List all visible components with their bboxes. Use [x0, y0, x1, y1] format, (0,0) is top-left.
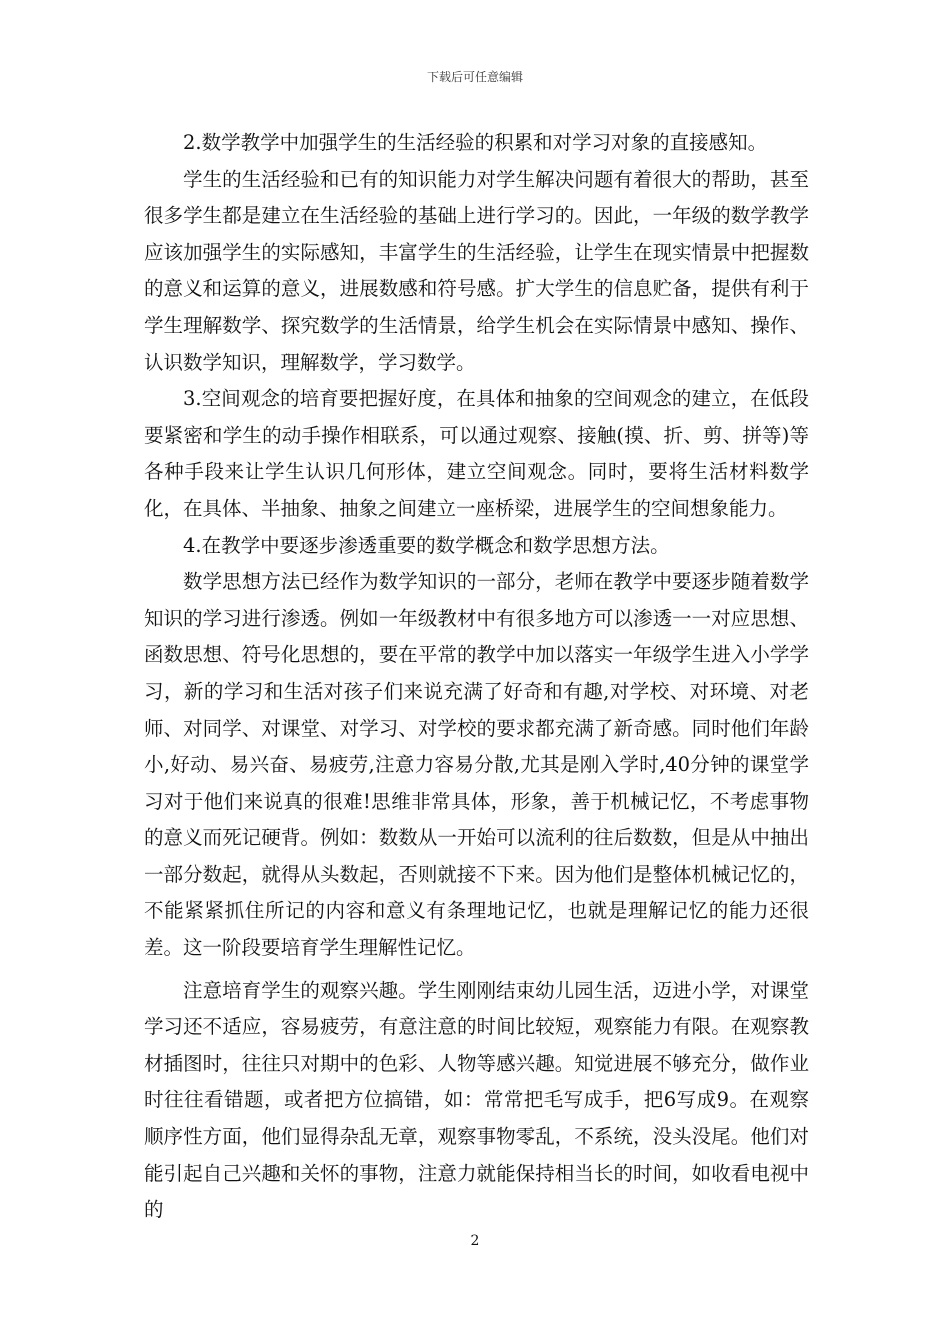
paragraph-heading-3: 3.空间观念的培育要把握好度，在具体和抽象的空间观念的建立，在低段要紧密和学生的动手操作相联系，可以通过观察、接触(摸、折、剪、拼等)等各种手段来让学生认识几何形体，建立空间观念。同时，要将生活材料数学化，在具体、半抽象、抽象之间建立一座桥梁，进展学生的空间想象能力。: [144, 387, 809, 520]
paragraph-heading-4: 4.在教学中要逐步渗透重要的数学概念和数学思想方法。: [183, 533, 670, 557]
document-body: [144, 125, 809, 1229]
paragraph: 注意培育学生的观察兴趣。学生刚刚结束幼儿园生活，迈进小学，对课堂学习还不适应，容易疲劳，有意注意的时间比较短，观察能力有限。在观察教材插图时，往往只对期中的色彩、人物等感兴趣。知觉进展不够充分，做作业时往往看错题，或者把方位搞错，如：常常把毛写成手，把6写成9。在观察顺序性方面，他们显得杂乱无章，观察事物零乱，不系统，没头没尾。他们对能引起自己兴趣和关怀的事物，注意力就能保持相当长的时间，如收看电视中的: [144, 978, 809, 1222]
page-header: 下载后可任意编辑: [426, 70, 523, 84]
paragraph-heading-2: 2.数学教学中加强学生的生活经验的积累和对学习对象的直接感知。: [183, 131, 768, 154]
paragraph: 学生的生活经验和已有的知识能力对学生解决问题有着很大的帮助，甚至很多学生都是建立在生活经验的基础上进行学习的。因此，一年级的数学教学应该加强学生的实际感知，丰富学生的生活经验，让学生在现实情景中把握数的意义和运算的意义，进展数感和符号感。扩大学生的信息贮备，提供有利于学生理解数学、探究数学的生活情景，给学生机会在实际情景中感知、操作、认识数学知识，理解数学，学习数学。: [144, 167, 809, 374]
paragraph: 数学思想方法已经作为数学知识的一部分，老师在教学中要逐步随着数学知识的学习进行渗透。例如一年级教材中有很多地方可以渗透一一对应思想、函数思想、符号化思想的，要在平常的教学中加以落实一年级学生进入小学学习，新的学习和生活对孩子们来说充满了好奇和有趣,对学校、对环境、对老师、对同学、对课堂、对学习、对学校的要求都充满了新奇感。同时他们年龄小,好动、易兴奋、易疲劳,注意力容易分散,尤其是刚入学时,40分钟的课堂学习对于他们来说真的很难!思维非常具体，形象，善于机械记忆，不考虑事物的意义而死记硬背。例如：数数从一开始可以流利的往后数数，但是从中抽出一部分数起，就得从头数起，否则就接不下来。因为他们是整体机械记忆的，不能紧紧抓住所记的内容和意义有条理地记忆，也就是理解记忆的能力还很差。这一阶段要培育学生理解性记忆。: [144, 570, 809, 960]
page-number: 2: [470, 1233, 480, 1249]
